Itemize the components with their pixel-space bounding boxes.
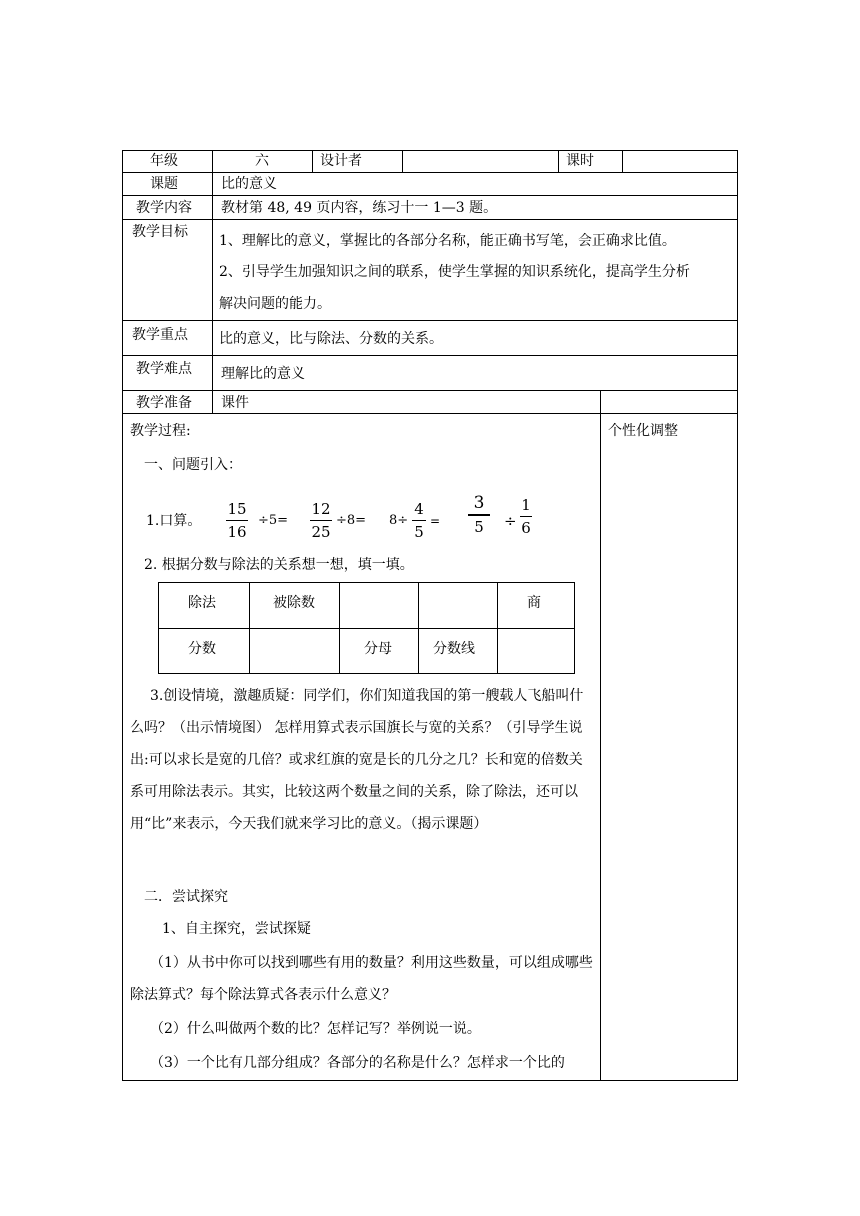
sub-heading-1: 1、自主探究，尝试探疑 bbox=[162, 921, 311, 937]
numerator: 4 bbox=[414, 500, 424, 518]
process-title: 教学过程: bbox=[130, 423, 191, 439]
difficulty-label: 教学难点 bbox=[136, 361, 192, 377]
numerator: 12 bbox=[311, 500, 331, 518]
topic-value: 比的意义 bbox=[221, 176, 277, 192]
designer-label: 设计者 bbox=[320, 153, 362, 169]
question-2: （2）什么叫做两个数的比？怎样记写？举例说一说。 bbox=[150, 1021, 481, 1037]
col-sep bbox=[622, 150, 623, 173]
denominator: 5 bbox=[414, 523, 424, 541]
question-1: （1）从书中你可以找到哪些有用的数量？利用这些数量，可以组成哪些除法算式？每个除法算式各表示什么意义？ bbox=[130, 955, 593, 1003]
fill-table bbox=[158, 582, 575, 674]
fill-cell-denominator: 分母 bbox=[364, 641, 392, 657]
fill-cell-quotient: 商 bbox=[527, 595, 541, 611]
table-border-top bbox=[122, 150, 738, 151]
col-sep bbox=[402, 150, 403, 173]
goal-1: 1、理解比的意义，掌握比的各部分名称，能正确书写笔，会正确求比值。 bbox=[219, 233, 676, 249]
fraction-12-25 bbox=[310, 500, 332, 541]
denominator: 25 bbox=[311, 523, 331, 541]
row-sep bbox=[122, 172, 738, 173]
expr-2-tail: ÷8= bbox=[336, 513, 367, 528]
table-border-bottom bbox=[122, 1080, 738, 1081]
expr-3-tail: = bbox=[430, 514, 441, 528]
expr-4-mid: ÷ bbox=[504, 512, 517, 530]
fill-cell-fraction-bar: 分数线 bbox=[433, 641, 475, 657]
denominator: 16 bbox=[227, 523, 247, 541]
col-sep bbox=[312, 150, 313, 173]
denominator: 5 bbox=[474, 518, 484, 536]
numerator: 15 bbox=[227, 500, 247, 518]
period-label: 课时 bbox=[566, 153, 594, 169]
row-sep bbox=[122, 320, 738, 321]
oral-label: 1.口算。 bbox=[146, 513, 202, 529]
grade-value: 六 bbox=[255, 153, 269, 169]
row-sep bbox=[122, 355, 738, 356]
question-3: （3）一个比有几部分组成？各部分的名称是什么？怎样求一个比的 bbox=[150, 1055, 565, 1071]
lesson-plan-table bbox=[122, 150, 738, 1080]
fraction-1-6 bbox=[520, 496, 532, 537]
fraction-15-16 bbox=[226, 500, 248, 541]
section-2-heading: 二．尝试探究 bbox=[144, 889, 228, 905]
prep-label: 教学准备 bbox=[136, 395, 192, 411]
goal-2a: 2、引导学生加强知识之间的联系，使学生掌握的知识系统化，提高学生分析 bbox=[219, 264, 690, 280]
goal-label: 教学目标 bbox=[132, 224, 188, 240]
col-sep-label bbox=[212, 150, 213, 414]
content-label: 教学内容 bbox=[136, 200, 192, 216]
expr-1-tail: ÷5= bbox=[258, 513, 289, 528]
col-sep bbox=[558, 150, 559, 173]
row-sep bbox=[122, 219, 738, 220]
side-adjustment-label: 个性化调整 bbox=[608, 423, 678, 439]
fill-cell-division: 除法 bbox=[188, 595, 216, 611]
row-sep bbox=[122, 195, 738, 196]
row-sep bbox=[122, 390, 738, 391]
numerator: 3 bbox=[473, 493, 485, 513]
grade-label: 年级 bbox=[150, 153, 178, 169]
col-sep-side bbox=[600, 390, 601, 1081]
numerator: 1 bbox=[521, 496, 531, 514]
fill-cell-dividend: 被除数 bbox=[273, 595, 315, 611]
topic-label: 课题 bbox=[150, 176, 178, 192]
table-border-left bbox=[122, 150, 123, 1081]
expr-3-lead: 8÷ bbox=[389, 513, 409, 528]
scenario-paragraph: 3.创设情境，激趣质疑：同学们，你们知道我国的第一艘载人飞船叫什么吗？（出示情境图） 怎样用算式表示国旗长与宽的关系？（引导学生说出:可以求长是宽的几倍？或求红旗的宽是长的几分之几？长和宽的倍数关系可用除法表示。其实，比较这两个数量之间的关系，除了除法，还可以用“比”来表示，今天我们就来学习比的意义。（揭示课题） bbox=[130, 688, 584, 832]
prep-value: 课件 bbox=[221, 395, 249, 411]
key-label: 教学重点 bbox=[132, 327, 188, 343]
denominator: 6 bbox=[521, 519, 531, 537]
fraction-3-5 bbox=[468, 494, 490, 536]
section-1-heading: 一、问题引入： bbox=[144, 457, 242, 473]
difficulty-value: 理解比的意义 bbox=[221, 366, 305, 382]
content-value: 教材第 48, 49 页内容，练习十一 1—3 题。 bbox=[221, 200, 498, 216]
goal-2b: 解决问题的能力。 bbox=[219, 296, 331, 312]
row-sep bbox=[122, 413, 738, 414]
fraction-4-5 bbox=[412, 500, 426, 541]
fill-cell-fraction: 分数 bbox=[188, 641, 216, 657]
key-value: 比的意义，比与除法、分数的关系。 bbox=[219, 331, 443, 347]
table-border-right bbox=[737, 150, 738, 1081]
fill-prompt: 2. 根据分数与除法的关系想一想，填一填。 bbox=[144, 557, 414, 573]
